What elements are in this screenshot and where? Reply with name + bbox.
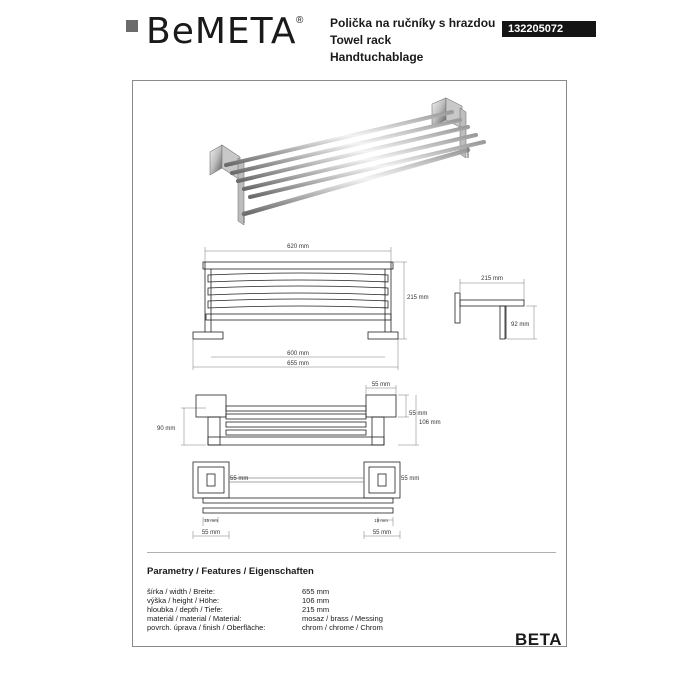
side-wall-plate [455,293,460,323]
dim-top-55-v: 55 mm [409,411,428,417]
dim-rear-left-15: 15 mm [204,518,218,523]
rear-dimensions [193,517,400,539]
dim-620: 620 mm [287,244,309,250]
top-bar-2 [226,414,366,419]
dim-top-106: 106 mm [419,420,441,426]
param-value: 106 mm [302,596,330,605]
product-photo [210,98,484,225]
param-label: povrch. úprava / finish / Oberfläche: [147,623,266,632]
dim-rear-left-55: 55 mm [230,476,249,482]
param-label: šírka / width / Breite: [147,587,215,596]
rear-rail-top [203,498,393,503]
top-rail [208,437,384,445]
dim-215-height: 215 mm [407,295,429,301]
top-right-arm [372,417,384,445]
top-left-arm [208,417,220,445]
front-bar-4 [208,299,388,308]
side-dimensions [460,279,537,339]
left-bracket-plate [210,145,222,175]
front-bar-3 [208,286,388,295]
top-right-flange [366,395,396,417]
param-value: chrom / chrome / Chrom [302,623,383,632]
top-left-flange [196,395,226,417]
model-name: BETA [515,630,563,649]
top-dimensions [181,385,419,445]
side-drop [500,306,505,339]
dim-rear-right-width: 55 mm [372,530,392,536]
rear-view [193,462,400,513]
dim-rear-right-15: 15 mm [374,518,388,523]
front-bar-1 [203,262,393,269]
registered-mark: ® [296,15,304,26]
front-view [193,262,398,339]
dim-655: 655 mm [287,361,309,367]
top-bar-1 [226,406,366,411]
rear-right-plate-inner [369,467,395,493]
rear-right-slot [378,474,386,486]
dim-rear-left-width: 55 mm [201,530,221,536]
front-bar-5 [206,314,391,320]
front-left-flange [193,332,223,339]
parameters-heading: Parametry / Features / Eigenschaften [147,566,314,577]
dim-600: 600 mm [287,351,309,357]
dim-top-90: 90 mm [157,426,176,432]
title-czech: Polička na ručníky s hrazdou [330,16,496,30]
section-divider [147,552,556,553]
rear-left-slot [207,474,215,486]
param-value: mosaz / brass / Messing [302,614,383,623]
param-value: 655 mm [302,587,330,596]
dim-side-92: 92 mm [511,322,530,328]
rear-rail-bottom [203,508,393,513]
title-english: Towel rack [330,33,392,47]
side-arm [460,300,524,306]
title-german: Handtuchablage [330,50,424,64]
param-label: výška / height / Höhe: [147,596,220,605]
dim-top-55: 55 mm [371,382,391,388]
param-label: hloubka / depth / Tiefe: [147,605,223,614]
front-bar-2 [208,273,388,282]
product-code-badge: 132205072 [502,21,596,37]
top-bar-3 [226,422,366,427]
brand-logo: BeMETA [146,11,297,52]
dim-rear-right-55: 55 mm [401,476,420,482]
dim-side-215: 215 mm [481,276,503,282]
rear-left-plate-inner [198,467,224,493]
front-right-flange [368,332,398,339]
param-value: 215 mm [302,605,330,614]
top-bar-4 [226,430,366,435]
side-view [455,293,524,339]
param-label: materiál / material / Material: [147,614,242,623]
top-view [196,395,396,445]
